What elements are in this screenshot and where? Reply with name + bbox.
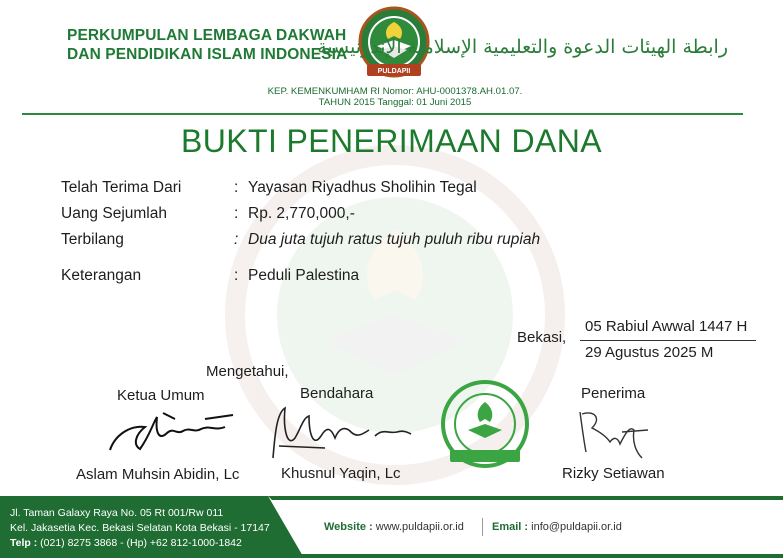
organization-stamp: [430, 378, 540, 474]
hijri-date: 05 Rabiul Awwal 1447 H: [585, 318, 748, 335]
chair-signature: [105, 405, 240, 460]
received-from-label: Telah Terima Dari: [61, 179, 182, 196]
address-line2: Kel. Jakasetia Kec. Bekasi Selatan Kota Bekasi - 17147: [10, 522, 270, 534]
registration-line1: KEP. KEMENKUMHAM RI Nomor: AHU-0001378.AH.01.07.: [267, 86, 523, 97]
in-words-value: Dua juta tujuh ratus tujuh puluh ribu rupiah: [248, 231, 541, 248]
footer-separator: [482, 518, 483, 536]
email-label: Email :: [492, 521, 529, 533]
received-from-value: Yayasan Riyadhus Sholihin Tegal: [248, 179, 477, 196]
note-colon: :: [234, 267, 239, 284]
registration-info: [230, 86, 560, 108]
email-link[interactable]: info@puldapii.or.id: [531, 521, 622, 533]
phone-value: (021) 8275 3868 - (Hp) +62 812-1000-1842: [40, 537, 242, 549]
gregorian-date: 29 Agustus 2025 M: [585, 344, 714, 361]
treasurer-signature: [265, 398, 415, 468]
org-name-line2: DAN PENDIDIKAN ISLAM INDONESIA: [67, 46, 348, 63]
footer-website: [324, 521, 464, 533]
receiver-signature: [572, 402, 652, 466]
document-title: BUKTI PENERIMAAN DANA: [181, 123, 602, 159]
header-divider: [22, 113, 743, 115]
treasurer-role: Bendahara: [300, 385, 374, 402]
phone-line: [10, 536, 270, 551]
amount-label: Uang Sejumlah: [61, 205, 167, 222]
chair-role: Ketua Umum: [117, 387, 205, 404]
footer-email: [492, 521, 622, 533]
in-words-colon: :: [234, 231, 239, 248]
website-label: Website :: [324, 521, 373, 533]
footer-address: [10, 506, 270, 551]
note-label: Keterangan: [61, 267, 142, 284]
chair-name: Aslam Muhsin Abidin, Lc: [76, 466, 240, 483]
phone-label: Telp :: [10, 537, 38, 549]
treasurer-name: Khusnul Yaqin, Lc: [281, 465, 401, 482]
address-line1: Jl. Taman Galaxy Raya No. 05 Rt 001/Rw 011: [10, 507, 224, 519]
acknowledged-label: Mengetahui,: [206, 363, 289, 380]
amount-colon: :: [234, 205, 239, 222]
received-from-colon: :: [234, 179, 239, 196]
receiver-role: Penerima: [581, 385, 646, 402]
registration-line2: TAHUN 2015 Tanggal: 01 Juni 2015: [318, 97, 472, 108]
date-divider: [580, 340, 756, 341]
org-name-line1: PERKUMPULAN LEMBAGA DAKWAH: [67, 27, 347, 44]
note-value: Peduli Palestina: [248, 267, 360, 284]
logo-label: PULDAPII: [377, 68, 411, 75]
receiver-name: Rizky Setiawan: [562, 465, 665, 482]
arabic-organization-name: رابطة الهيئات الدعوة والتعليمية الإسلامية الإندونيسية: [317, 36, 728, 58]
date-city: Bekasi,: [517, 329, 567, 346]
organization-name: [67, 26, 347, 64]
amount-value: Rp. 2,770,000,-: [248, 205, 355, 222]
website-link[interactable]: www.puldapii.or.id: [375, 521, 464, 533]
in-words-label: Terbilang: [61, 231, 124, 248]
